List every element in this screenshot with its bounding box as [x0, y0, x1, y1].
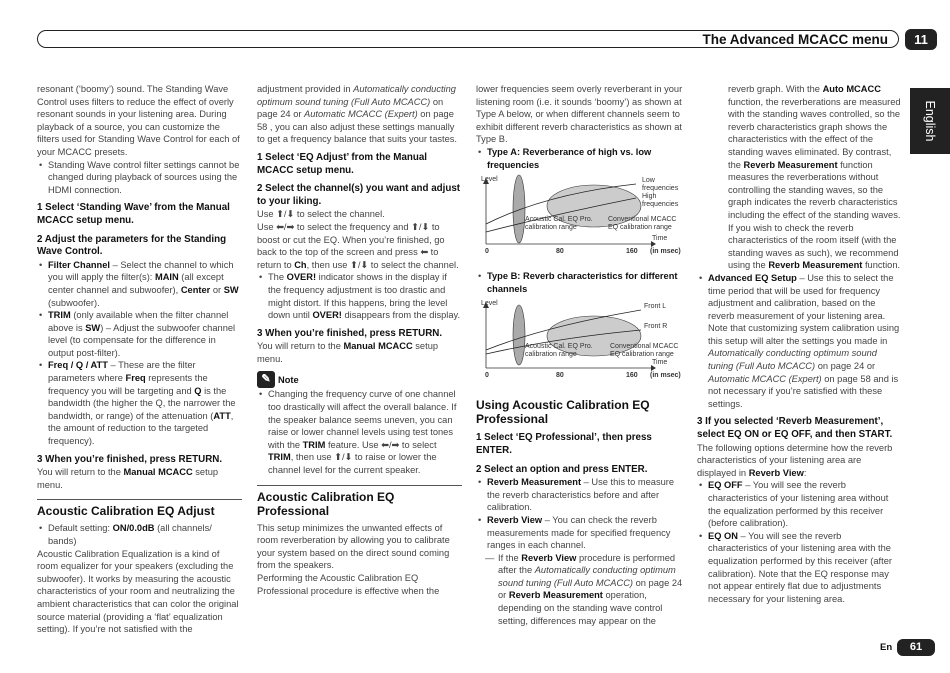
- chart-label: High: [642, 193, 657, 201]
- paragraph: lower frequencies seem overly reverberant in your listening room (i.e. it sounds ‘boomy’) as shown at Type A below, or when different channels seem to exhibit different reverb characteristics as shown at Type B.: [476, 84, 683, 145]
- paragraph: Acoustic Calibration Equalization is a kind of room equalizer for your speakers (excluding the subwoofer). It works by measuring the acoustic characteristics of your room and neutralizing the ambient characteristics that can color the original source material (providing a ‘flat’ equalization setting). If you’re not satisfied with the: [37, 548, 239, 635]
- chart-label: Front R: [644, 323, 668, 331]
- bullet-list: [697, 272, 902, 411]
- step-heading: 2 Adjust the parameters for the Standing Wave Control.: [37, 233, 227, 258]
- paragraph: reverb graph. With the Auto MCACC function, the reverberations are measured with the standing waves controlled, so the reverb characteristics graph shows the characteristics with the effect of the standing waves eliminated. By contrast, the Reverb Measurement function measures the reverberations without controlling the standing waves, so the graph indicates the reverb characteristics including the effect of the standing waves. If you wish to check the reverb characteristics of the room itself (with the standing waves as such), we recommend using the Reverb Measurement function.: [728, 84, 901, 271]
- list-item: • Reverb View – You can check the reverb measurements made for specified frequency ranges in each channel.: [487, 514, 683, 552]
- step-heading: 3 If you selected ‘Reverb Measurement’, select EQ ON or EQ OFF, and then START.: [697, 416, 893, 441]
- list-item: • The OVER! indicator shows in the display if the frequency adjustment is too drastic and might distort. If this happens, bring the level down until OVER! disappears from the display.: [268, 271, 462, 321]
- language-tab-label: English: [923, 100, 937, 142]
- step-heading: 3 When you’re finished, press RETURN.: [37, 453, 223, 465]
- dash-item: — If the Reverb View procedure is performed after the Automatically conducting optimum sound tuning (Full Auto MCACC) on page 24 or Reverb Measurement operation, depending on the standing wave control setting, differences may appear on the: [487, 552, 683, 628]
- paragraph: resonant (‘boomy’) sound. The Standing Wave Control uses filters to reduce the effect of overly resonant sounds in your listening area. During playback of a source, you can customize the filters used for Standing Wave Control for each of your MCACC presets.: [37, 84, 240, 157]
- list-item: • TRIM (only available when the filter channel above is SW) – Adjust the subwoofer channel level (to compensate for the difference in output post-filter).: [48, 309, 242, 359]
- section-title: Acoustic Calibration EQ Adjust: [37, 504, 215, 519]
- chart-label: Conventional MCACC: [608, 216, 677, 224]
- paragraph: This setup minimizes the unwanted effects of room reverberation by allowing you to calibrate your system based on the direct sound coming from the speakers.: [257, 522, 450, 571]
- column-3: [476, 83, 683, 627]
- bullet-list: [37, 159, 242, 197]
- chart-label: Conventional MCACC: [610, 343, 679, 351]
- step-heading: 1 Select ‘Standing Wave’ from the Manual MCACC setup menu.: [37, 202, 230, 226]
- list-item: • Filter Channel – Select the channel to which you will apply the filter(s): MAIN (all except center channel and subwoofer), Center or SW (subwoofer).: [48, 259, 242, 309]
- chart-tick: 160: [626, 248, 638, 256]
- list-item: • Reverb Measurement – Use this to measure the reverb characteristics before and after calibration.: [487, 476, 683, 514]
- chart-label: (in msec): [650, 248, 681, 256]
- chart-label-level: Level: [481, 176, 498, 184]
- chart-label: frequencies: [642, 201, 679, 209]
- bullet-list: [257, 271, 462, 321]
- chart-tick: 0: [485, 372, 489, 380]
- page-number: 61: [897, 639, 935, 656]
- language-tab: [910, 88, 950, 154]
- chart-label: Low: [642, 177, 655, 185]
- list-item: • Type A: Reverberance of high vs. low frequencies: [487, 146, 683, 171]
- chart-label: Time: [652, 235, 668, 243]
- bullet-list: [37, 259, 242, 448]
- paragraph: The following options determine how the reverb characteristics of your listening area are displayed in Reverb View:: [697, 442, 893, 478]
- pencil-note-icon: ✎: [257, 371, 275, 388]
- chart-label: Time: [652, 359, 668, 367]
- chapter-title: The Advanced MCACC menu: [702, 32, 888, 47]
- column-1: [37, 83, 242, 636]
- chart-label: Acoustic Cal. EQ Pro.: [525, 343, 593, 351]
- paragraph: adjustment provided in Automatically conducting optimum sound tuning (Full Auto MCACC) on page 24 or Automatic MCACC (Expert) on page 58 , you can also adjust these settings manually to get a frequency balance that suits your tastes.: [257, 84, 458, 145]
- chart-label: Acoustic Cal. EQ Pro.: [525, 216, 593, 224]
- column-4: [697, 83, 902, 605]
- paragraph: You will return to the Manual MCACC setup menu.: [37, 467, 219, 490]
- chapter-number: 11: [905, 29, 937, 50]
- chapter-header-bar: [37, 30, 899, 48]
- chart-label: EQ calibration range: [610, 351, 674, 359]
- chart-tick: 160: [626, 372, 638, 380]
- note-heading: ✎ Note: [257, 371, 462, 388]
- bullet-list: [476, 476, 683, 552]
- step-heading: 3 When you’re finished, press RETURN.: [257, 327, 443, 339]
- paragraph: Use ⬅/➡ to select the frequency and ⬆/⬇ to boost or cut the EQ. When you’re finished, go back to the top of the screen and press ⬅ to return to Ch, then use ⬆/⬇ to select the channel.: [257, 221, 459, 270]
- paragraph: You will return to the Manual MCACC setup menu.: [257, 341, 439, 364]
- type-b-diagram: [476, 298, 683, 390]
- step-heading: 1 Select ‘EQ Professional’, then press ENTER.: [476, 432, 652, 456]
- bullet-list: [476, 146, 683, 171]
- chart-label: EQ calibration range: [608, 224, 672, 232]
- list-item: • Default setting: ON/0.0dB (all channels/ bands): [48, 522, 242, 547]
- section-title: Using Acoustic Calibration EQ Professional: [476, 398, 650, 427]
- paragraph: Use ⬆/⬇ to select the channel.: [257, 209, 385, 220]
- step-heading: 2 Select an option and press ENTER.: [476, 463, 648, 475]
- bullet-list: [476, 270, 683, 295]
- chart-tick: 80: [556, 372, 564, 380]
- column-2: [257, 83, 462, 597]
- bullet-list: [37, 522, 242, 547]
- chart-label: Front L: [644, 303, 667, 311]
- chart-tick: 80: [556, 248, 564, 256]
- chart-label-level: Level: [481, 300, 498, 308]
- chart-label: calibration range: [525, 224, 577, 232]
- chart-tick: 0: [485, 248, 489, 256]
- list-item: • Standing Wave control filter settings cannot be changed during playback of sources using the HDMI connection.: [48, 159, 242, 197]
- step-heading: 2 Select the channel(s) you want and adjust to your liking.: [257, 183, 461, 207]
- section-title: Acoustic Calibration EQ Professional: [257, 489, 395, 518]
- list-item: • Freq / Q / ATT – These are the filter parameters where Freq represents the frequency you will be targeting and Q is the bandwidth (the higher the Q, the narrower the bandwidth, or range) of the attenuation (ATT, the amount of reduction to the targeted frequency).: [48, 359, 242, 447]
- footer-language: En: [880, 642, 893, 653]
- list-item: • Changing the frequency curve of one channel too drastically will affect the overall balance. If the speaker balance seems uneven, you can raise or lower channel levels using test tones with the TRIM feature. Use ⬅/➡ to select TRIM, then use ⬆/⬇ to raise or lower the channel level for the current speaker.: [268, 388, 462, 476]
- bullet-list: [257, 388, 462, 476]
- step-heading: 1 Select ‘EQ Adjust’ from the Manual MCACC setup menu.: [257, 151, 428, 176]
- chart-label: calibration range: [525, 351, 577, 359]
- paragraph: Performing the Acoustic Calibration EQ Professional procedure is effective when the: [257, 573, 440, 596]
- chart-label: (in msec): [650, 372, 681, 380]
- bullet-list: [697, 479, 902, 605]
- list-item: • EQ ON – You will see the reverb characteristics of your listening area with the equalization performed by this receiver (after calibration). Note that the EQ response may not appear entirely flat due to adjustments necessary for your listening area.: [708, 530, 902, 606]
- type-a-diagram: [476, 174, 683, 266]
- list-item: • EQ OFF – You will see the reverb characteristics of your listening area without the equalization performed by this receiver (before calibration).: [708, 479, 902, 529]
- list-item: • Advanced EQ Setup – Use this to select the time period that will be used for frequency adjustment and calibration, based on the reverb measurement of your listening area. Note that customizing system calibration using this setup will alter the settings you made in Automatically conducting optimum sound tuning (Full Auto MCACC) on page 24 or Automatic MCACC (Expert) on page 58 and is not necessary if you’re satisfied with these settings.: [708, 272, 902, 411]
- list-item: • Type B: Reverb characteristics for different channels: [487, 270, 683, 295]
- chart-label: frequencies: [642, 185, 679, 193]
